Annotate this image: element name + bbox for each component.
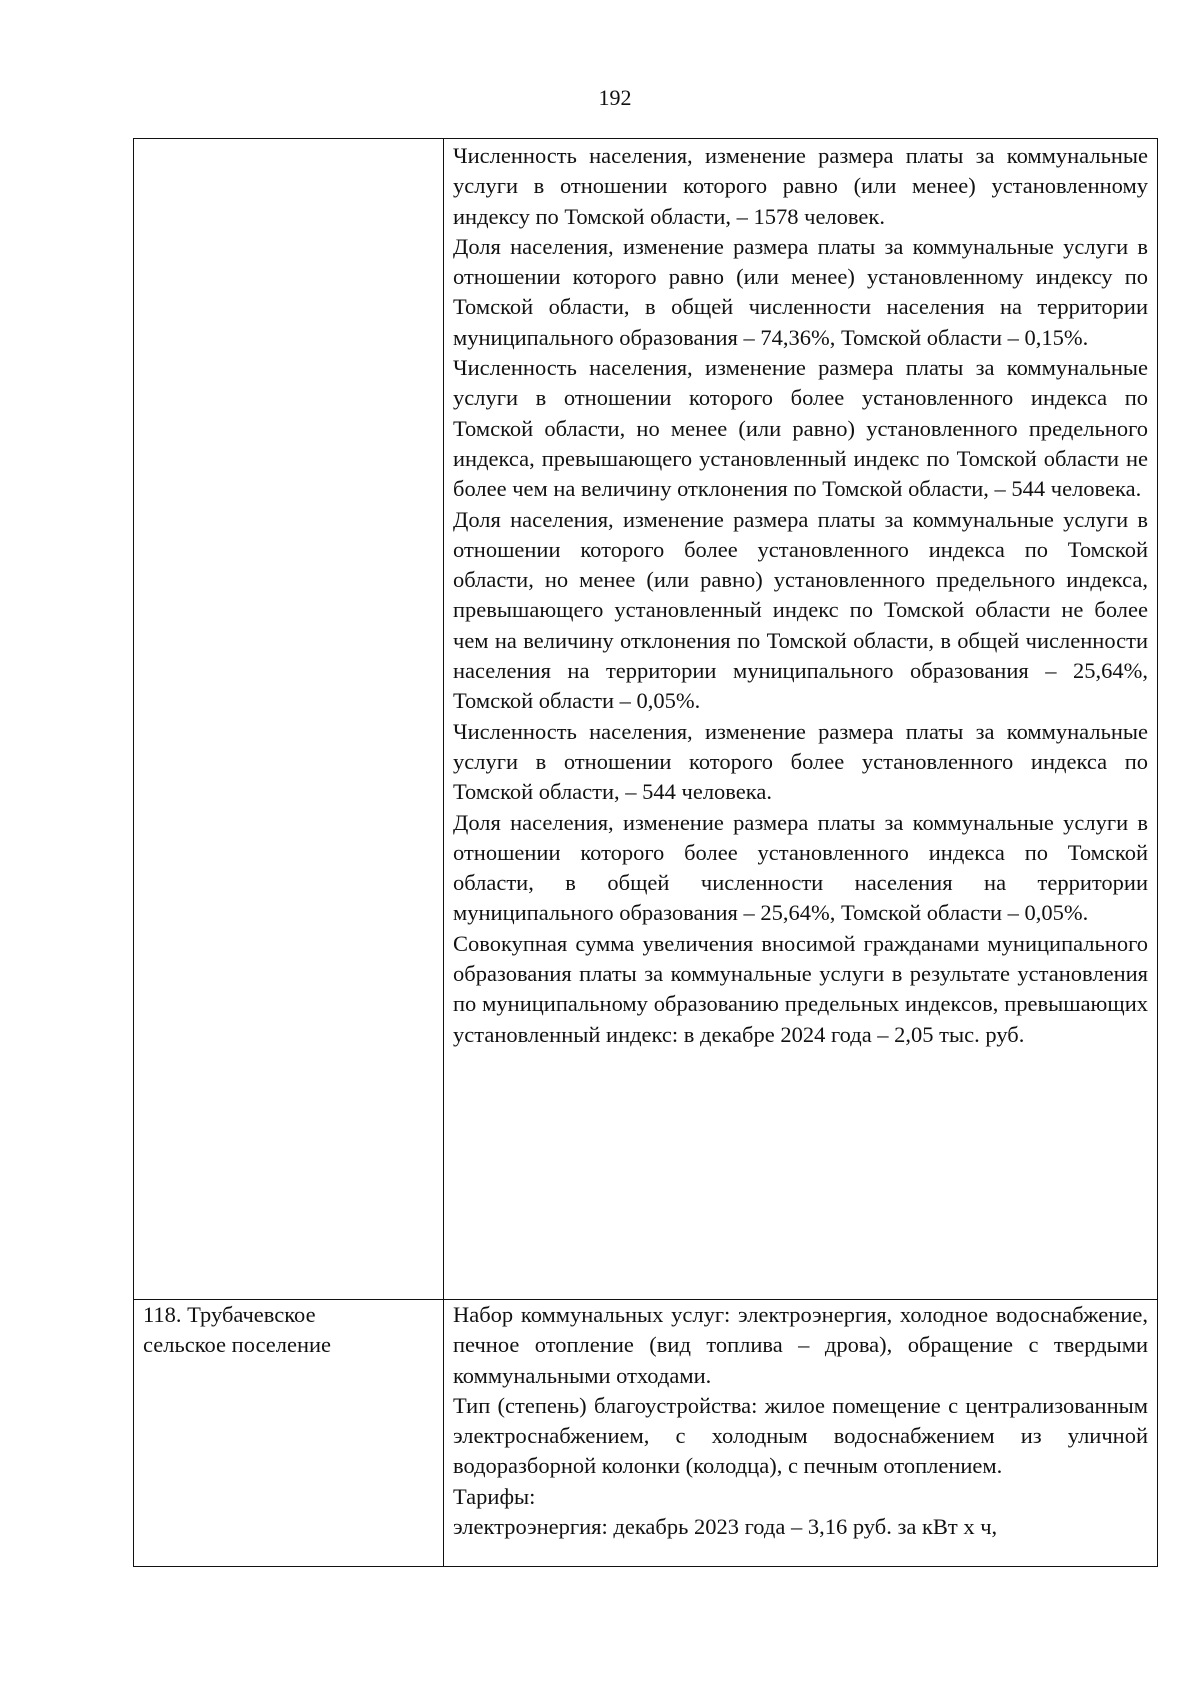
paragraph: Совокупная сумма увеличения вносимой гражданами муниципального образования платы за коммунальные услуги в результате установления по муниципальному образованию предельных индексов, превышающих установленный индекс: в декабре 2024 года – 2,05 тыс. руб. xyxy=(453,930,1148,1047)
paragraph: электроэнергия: декабрь 2023 года – 3,16 руб. за кВт х ч, xyxy=(453,1514,998,1540)
description-cell xyxy=(444,1300,1158,1567)
table-row xyxy=(134,139,1158,1300)
municipality-name-line: сельское поселение xyxy=(143,1332,332,1358)
paragraph: Численность населения, изменение размера платы за коммунальные услуги в отношении которого более установленного индекса по Томской области, – 544 человека. xyxy=(453,718,1148,805)
municipality-cell xyxy=(134,139,444,1300)
page-number: 192 xyxy=(598,85,632,110)
table-row xyxy=(134,1300,1158,1567)
paragraph: Доля населения, изменение размера платы за коммунальные услуги в отношении которого равно (или менее) установленному индексу по Томской области, в общей численности населения на территории муниципального образования – 74,36%, Томской области – 0,15%. xyxy=(453,233,1148,350)
paragraph: Доля населения, изменение размера платы за коммунальные услуги в отношении которого более установленного индекса по Томской области, в общей численности населения на территории муниципального образования – 25,64%, Томской области – 0,05%. xyxy=(453,809,1148,926)
municipality-cell xyxy=(134,1300,444,1567)
municipality-name-line: 118. Трубачевское xyxy=(143,1302,316,1327)
paragraph: Тип (степень) благоустройства: жилое помещение с централизованным электроснабжением, с холодным водоснабжением из уличной водоразборной колонки (колодца), с печным отоплением. xyxy=(453,1392,1148,1479)
paragraph: Численность населения, изменение размера платы за коммунальные услуги в отношении которого более установленного индекса по Томской области, но менее (или равно) установленного предельного индекса, превышающего установленный индекс по Томской области не более чем на величину отклонения по Томской области, – 544 человека. xyxy=(453,355,1148,502)
document-table xyxy=(133,138,1158,1567)
paragraph: Доля населения, изменение размера платы за коммунальные услуги в отношении которого более установленного индекса по Томской области, но менее (или равно) установленного предельного индекса, превышающего установленный индекс по Томской области не более чем на величину отклонения по Томской области, в общей численности населения на территории муниципального образования – 25,64%, Томской области – 0,05%. xyxy=(453,506,1148,714)
paragraph: Набор коммунальных услуг: электроэнергия, холодное водоснабжение, печное отопление (вид топлива – дрова), обращение с твердыми коммунальными отходами. xyxy=(453,1302,1148,1388)
paragraph: Тарифы: xyxy=(453,1483,536,1509)
description-cell xyxy=(444,139,1158,1300)
paragraph: Численность населения, изменение размера платы за коммунальные услуги в отношении которого равно (или менее) установленному индексу по Томской области, – 1578 человек. xyxy=(453,143,1148,229)
